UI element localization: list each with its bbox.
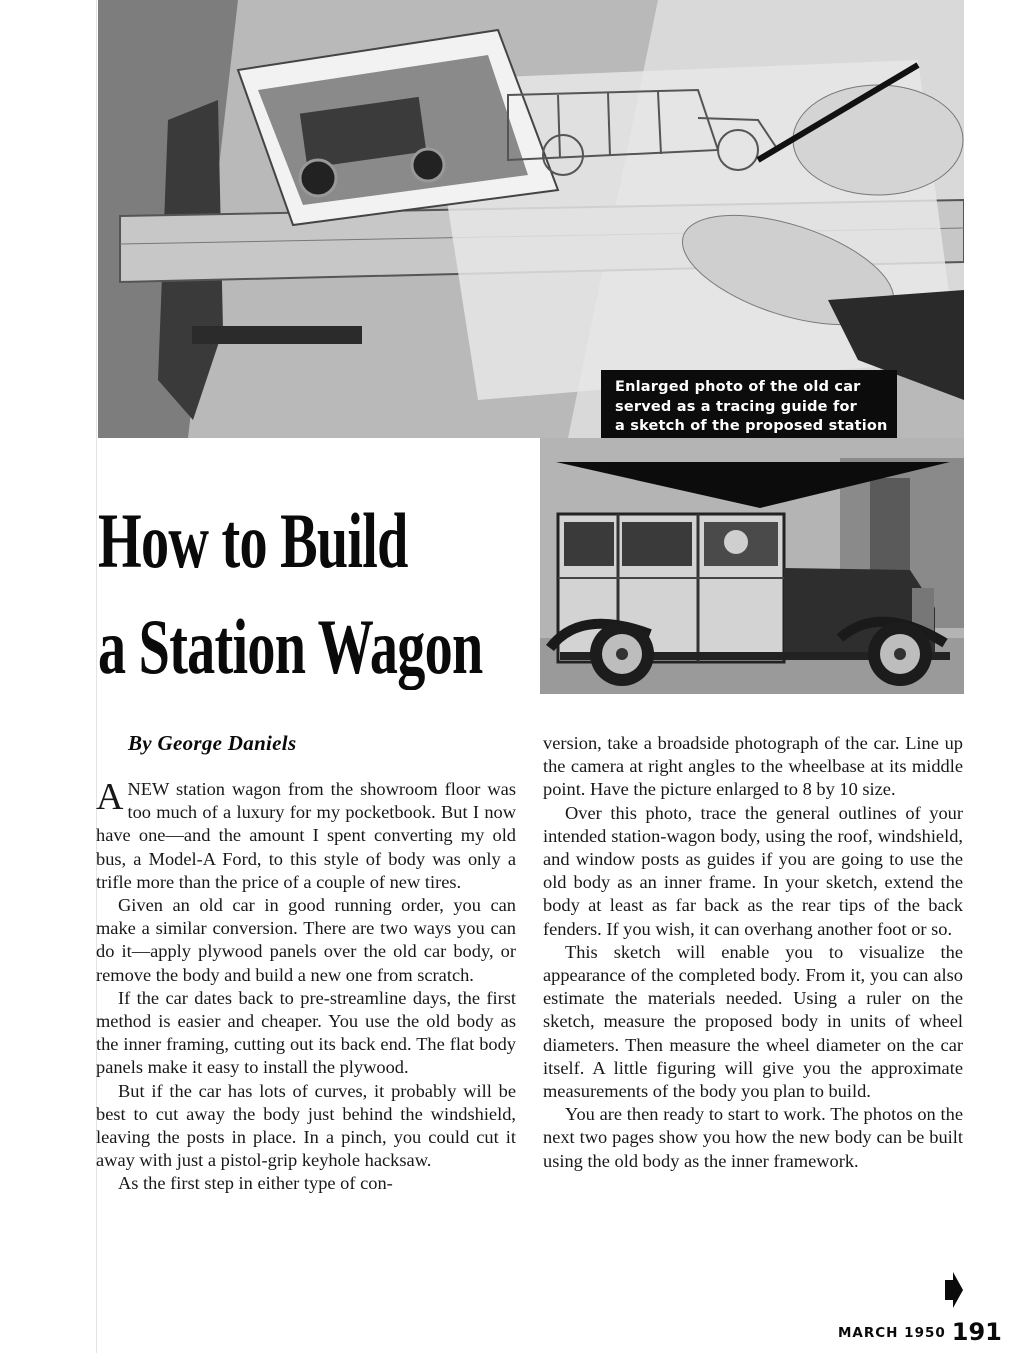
station-wagon-illustration	[540, 438, 964, 694]
paragraph: But if the car has lots of curves, it probably will be best to cut away the body just behind the windshield, leaving the posts in place. In a pinch, you could cut it away with just a pistol-grip keyhole hacksaw.	[96, 1080, 516, 1171]
page-footer	[838, 1318, 1002, 1346]
byline: By George Daniels	[128, 731, 297, 755]
caption-line: served as a tracing guide for	[615, 398, 857, 415]
right-arrow-icon	[943, 1272, 963, 1308]
paragraph: Over this photo, trace the general outlines of your intended station-wagon body, using the roof, windshield, and window posts as guides if you are going to use the old body as an inner frame. In your sketch, extend the body at least as far back as the rear tips of the back fenders. If you wish, it can overhang another foot or so.	[543, 802, 963, 939]
paragraph: This sketch will enable you to visualize the appearance of the completed body. From it, you can also estimate the materials needed. Using a ruler on the sketch, measure the proposed body in units of wheel diameters. Then measure the wheel diameter on the car itself. A little figuring will give you the approximate measurements of the body you plan to build.	[543, 941, 963, 1102]
title-line: a Station Wagon	[98, 603, 483, 690]
article-column-right	[543, 732, 963, 1173]
caption-line: Enlarged photo of the old car	[615, 379, 861, 395]
paragraph-text: NEW station wagon from the showroom floor was too much of a luxury for my pocketbook. But I now have one—and the amount I spent converting my old bus, a Model-A Ford, to this style of body was only a trifle more than the price of a couple of new tires.	[96, 779, 516, 892]
article-column-left	[96, 778, 516, 1196]
page-number: 191	[951, 1318, 1002, 1346]
title-line: How to Build	[98, 497, 408, 584]
bottom-photo-station-wagon	[540, 438, 964, 694]
caption-line: a sketch of the proposed station	[615, 418, 888, 434]
article-title	[98, 488, 483, 700]
issue-date: MARCH 1950	[838, 1325, 946, 1341]
paragraph: If the car dates back to pre-streamline days, the first method is easier and cheaper. You use the old body as the inner framing, cutting out its back end. The flat body panels make it easy to install the plywood.	[96, 987, 516, 1078]
paragraph: As the first step in either type of con-	[118, 1173, 393, 1194]
paragraph-intro	[96, 778, 516, 894]
paragraph: Given an old car in good running order, you can make a similar conversion. There are two ways you can do it—apply plywood panels over the old car body, or remove the body and build a new one from scratch.	[96, 895, 516, 985]
paragraph: You are then ready to start to work. The photos on the next two pages show you how the new body can be built using the old body as the inner framework.	[543, 1104, 963, 1171]
drop-cap: A	[96, 776, 124, 818]
paragraph: version, take a broadside photograph of the car. Line up the camera at right angles to the wheelbase at its middle point. Have the picture enlarged to 8 by 10 size.	[543, 733, 963, 800]
